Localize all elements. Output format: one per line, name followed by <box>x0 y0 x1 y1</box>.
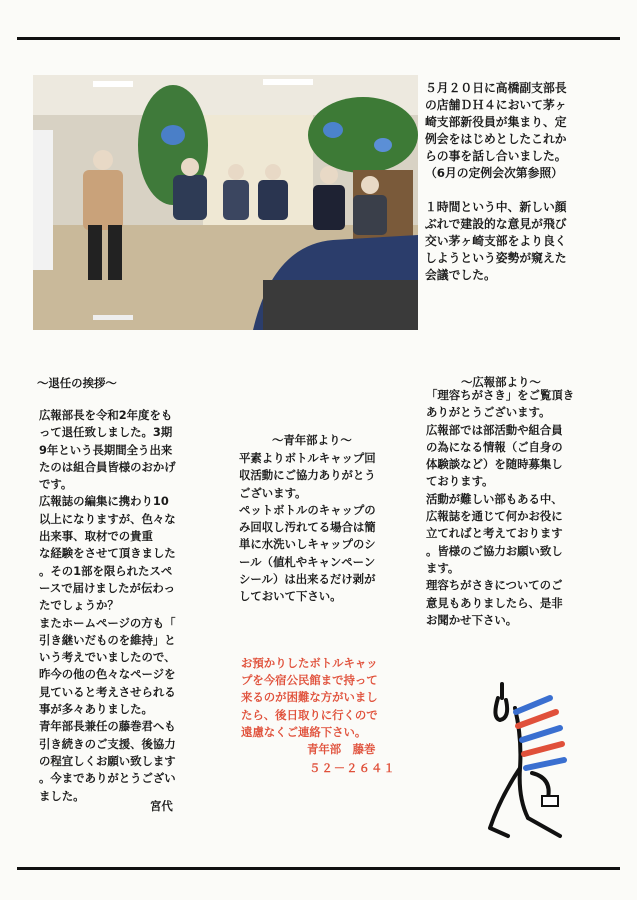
pr-line: の為になる情報（ご自身の <box>426 439 563 454</box>
pr-line: 体験談など）を随時募集し <box>426 457 563 472</box>
pr-line: 広報部では部活動や組合員 <box>426 422 563 437</box>
pr-line: 活動が難しい部もある中、 <box>426 491 563 506</box>
report-line: ぶれで建設的な意見が飛び <box>425 217 567 231</box>
report-line: らの事を話し合いました。 <box>425 149 567 163</box>
youth-signature: 青年部 藤巻 <box>307 742 376 756</box>
retirement-line: 引き続きのご支援、後協力 <box>39 736 176 751</box>
retirement-line: 出来事、取材での貴重 <box>39 529 153 544</box>
retirement-line: って退任致しました。3期 <box>39 425 173 440</box>
pr-line: ます。 <box>426 560 460 575</box>
retirement-line: ました。 <box>39 788 85 803</box>
pr-line: 理容ちがさきについてのご <box>426 578 563 593</box>
youth-body <box>239 450 376 606</box>
notice-line: お預かりしたボトルキャッ <box>241 656 378 670</box>
retirement-line: 見ていると考えさせられる <box>39 684 176 699</box>
retirement-line: たでしょうか？ <box>39 598 119 613</box>
report-line: 崎支部新役員が集まり、定 <box>425 115 567 129</box>
pr-line: 。皆様のご協力お願い致し <box>426 543 563 558</box>
retirement-line: 青年部長兼任の藤巻君へも <box>39 719 176 734</box>
retirement-line: またホームページの方も「 <box>39 615 176 630</box>
meeting-photo <box>33 75 418 330</box>
youth-line: ール（値札やキャンペーン <box>239 554 376 569</box>
retirement-line: 昨今の他の色々なページを <box>39 667 176 682</box>
retirement-line: たのは組合員皆様のおかげ <box>39 459 176 474</box>
retirement-line: 広報部長を令和2年度をも <box>39 408 173 422</box>
retirement-line: です。 <box>39 477 73 492</box>
youth-line: しておいて下さい。 <box>239 589 342 604</box>
pr-heading: ～広報部より～ <box>461 375 541 389</box>
barber-pole-mascot-icon <box>470 678 580 848</box>
top-rule <box>17 37 620 40</box>
youth-line: シール）は出来るだけ剥が <box>239 572 376 587</box>
retirement-line: な経験をさせて頂きました <box>39 546 176 561</box>
report-line: ５月２０日に高橋副支部長 <box>425 81 567 95</box>
pr-line: 立てればと考えております <box>426 526 563 541</box>
retirement-line: 。今までありがとうござい <box>39 771 176 786</box>
notice-line: たら、後日取りに行くので <box>241 707 378 722</box>
youth-line: 収活動にご協力ありがとう <box>239 468 376 483</box>
youth-line: 平素よりボトルキャップ回 <box>239 451 376 465</box>
notice-line: プを今宿公民館まで持って <box>241 673 378 688</box>
report-line: 交い茅ヶ崎支部をより良く <box>425 234 567 248</box>
pr-line: お聞かせ下さい。 <box>426 612 518 627</box>
report-line: 例会をはじめとしたこれか <box>425 132 567 146</box>
retirement-line: 以上になりますが、色々な <box>39 511 176 526</box>
retirement-line: 広報誌の編集に携わり10 <box>39 494 169 509</box>
retirement-heading: ～退任の挨拶～ <box>37 376 117 390</box>
retirement-body <box>39 407 176 805</box>
retirement-line: 9年という長期間全う出来 <box>39 442 173 457</box>
youth-line: ございます。 <box>239 485 307 500</box>
report-line: の店舗ＤＨ４において茅ヶ <box>425 98 567 112</box>
retirement-line: 事が多々ありました。 <box>39 702 153 717</box>
retirement-line: の程宜しくお願い致します <box>39 753 176 768</box>
youth-line: み回収し汚れてる場合は簡 <box>239 520 376 535</box>
retirement-signature: 宮代 <box>150 799 173 813</box>
pr-line: ております。 <box>426 474 494 489</box>
retirement-line: ースで届けましたが伝わっ <box>39 580 176 595</box>
youth-line: ペットボトルのキャップの <box>239 502 376 517</box>
youth-heading: ～青年部より～ <box>272 433 352 447</box>
report-line: 会議でした。 <box>425 268 496 282</box>
meeting-report <box>425 80 567 284</box>
retirement-line: 引き継いだものを維持」と <box>39 632 176 647</box>
youth-line: 単に水洗いしキャップのシ <box>239 537 376 552</box>
retirement-line: いう考えでいましたので、 <box>39 650 176 665</box>
report-line: しようという姿勢が窺えた <box>425 251 567 265</box>
retirement-line: 。その1部を限られたスペ <box>39 563 173 578</box>
notice-line: 来るのが困難な方がいまし <box>241 690 378 705</box>
pr-line: ありがとうございます。 <box>426 405 551 420</box>
youth-phone: ５２－２６４１ <box>309 761 396 775</box>
bottom-rule <box>17 867 620 870</box>
pickup-notice <box>241 655 378 741</box>
pr-line: 「理容ちがさき」をご覧頂き <box>426 388 575 402</box>
notice-line: 遠慮なくご連絡下さい。 <box>241 724 367 739</box>
report-line: １時間という中、新しい顔 <box>425 200 567 214</box>
report-line: （6月の定例会次第参照） <box>425 166 563 180</box>
pr-body <box>426 387 574 629</box>
pr-line: 広報誌を通じて何かお役に <box>426 509 563 524</box>
pr-line: 意見もありましたら、是非 <box>426 595 563 610</box>
